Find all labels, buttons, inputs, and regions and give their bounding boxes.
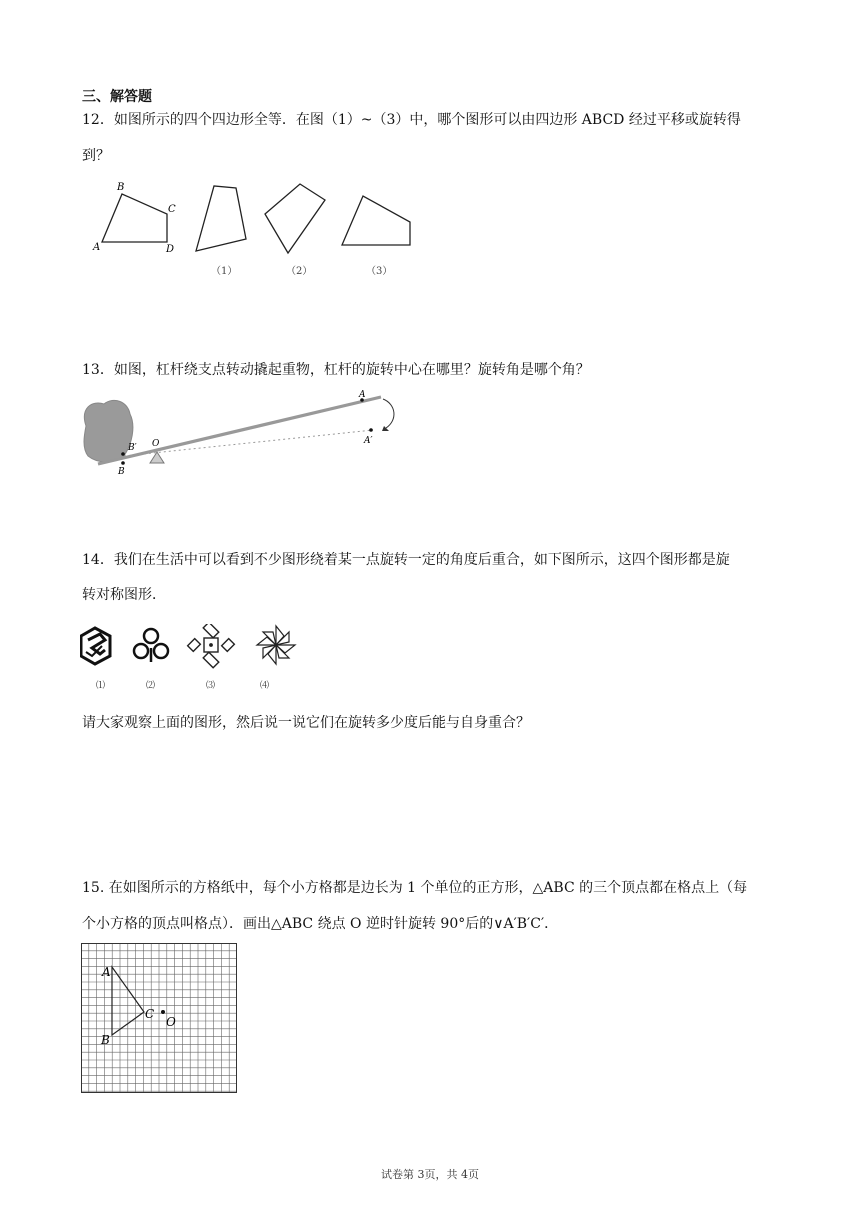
q13-text: 13．如图，杠杆绕支点转动撬起重物，杠杆的旋转中心在哪里？旋转角是哪个角？	[82, 362, 590, 378]
caption-3: （3）	[366, 266, 393, 277]
fig-caption-1: ⑴	[96, 681, 106, 691]
q14-text-line1: 14．我们在生活中可以看到不少图形绕着某一点旋转一定的角度后重合，如下图所示，这四个图形都是旋	[82, 552, 730, 568]
label-b: B	[117, 182, 125, 193]
grid-label-o: O	[166, 1015, 176, 1029]
fig-caption-2: ⑵	[146, 681, 156, 691]
quad-abcd	[102, 194, 167, 242]
label-d: D	[166, 244, 175, 255]
q14-text-line2: 转对称图形．	[82, 587, 166, 603]
quad-figure-2	[265, 184, 325, 253]
lever-rotated-dotted	[124, 430, 373, 456]
hexagon-maze-icon	[81, 628, 110, 664]
q12-text-line2: 到？	[82, 148, 110, 164]
q15-text-line2: 个小方格的顶点叫格点）．画出△ABC 绕点 O 逆时针旋转 90°后的∨A′B′C′．	[82, 916, 559, 932]
flower-icon	[134, 629, 168, 662]
lever-bar	[98, 397, 381, 464]
point-o	[161, 1010, 165, 1014]
quad-figure-3	[342, 196, 410, 245]
label-a-prime: A′	[364, 436, 373, 446]
label-o-lever: O	[152, 439, 160, 449]
rotation-arc	[383, 399, 394, 428]
q15-text-line1: 15. 在如图所示的方格纸中，每个小方格都是边长为 1 个单位的正方形，△ABC 的三个顶点都在格点上（每	[82, 880, 748, 896]
grid-label-b: B	[101, 1033, 110, 1047]
page-footer: 试卷第 3页，共 4页	[381, 1168, 479, 1181]
section-heading: 三、解答题	[82, 89, 152, 105]
q12-quadrilateral-figures	[80, 178, 430, 280]
label-b-prime: B′	[128, 443, 137, 453]
q14-question: 请大家观察上面的图形，然后说一说它们在旋转多少度后能与自身重合？	[82, 715, 530, 731]
fulcrum-icon	[150, 452, 164, 463]
q12-text-line1: 12．如图所示的四个四边形全等．在图（1）~（3）中，哪个图形可以由四边形 ABCD 经过平移或旋转得	[82, 112, 741, 128]
q13-lever-figure	[78, 386, 408, 478]
label-a-lever: A	[359, 390, 366, 400]
fig-caption-3: ⑶	[206, 681, 216, 691]
q14-rotational-figures	[80, 624, 302, 694]
fig-caption-4: ⑷	[260, 681, 270, 691]
pinwheel-icon	[257, 626, 295, 664]
q15-grid-figure	[81, 943, 238, 1094]
grid-label-c: C	[145, 1007, 155, 1021]
label-c: C	[168, 204, 176, 215]
quad-figure-1	[196, 186, 246, 251]
square-cross-icon	[188, 624, 235, 668]
caption-2: （2）	[286, 266, 313, 277]
label-a: A	[93, 242, 101, 253]
label-b-lever: B	[118, 467, 125, 477]
grid-label-a: A	[102, 965, 111, 979]
caption-1: （1）	[211, 266, 238, 277]
rock-icon	[84, 400, 133, 462]
